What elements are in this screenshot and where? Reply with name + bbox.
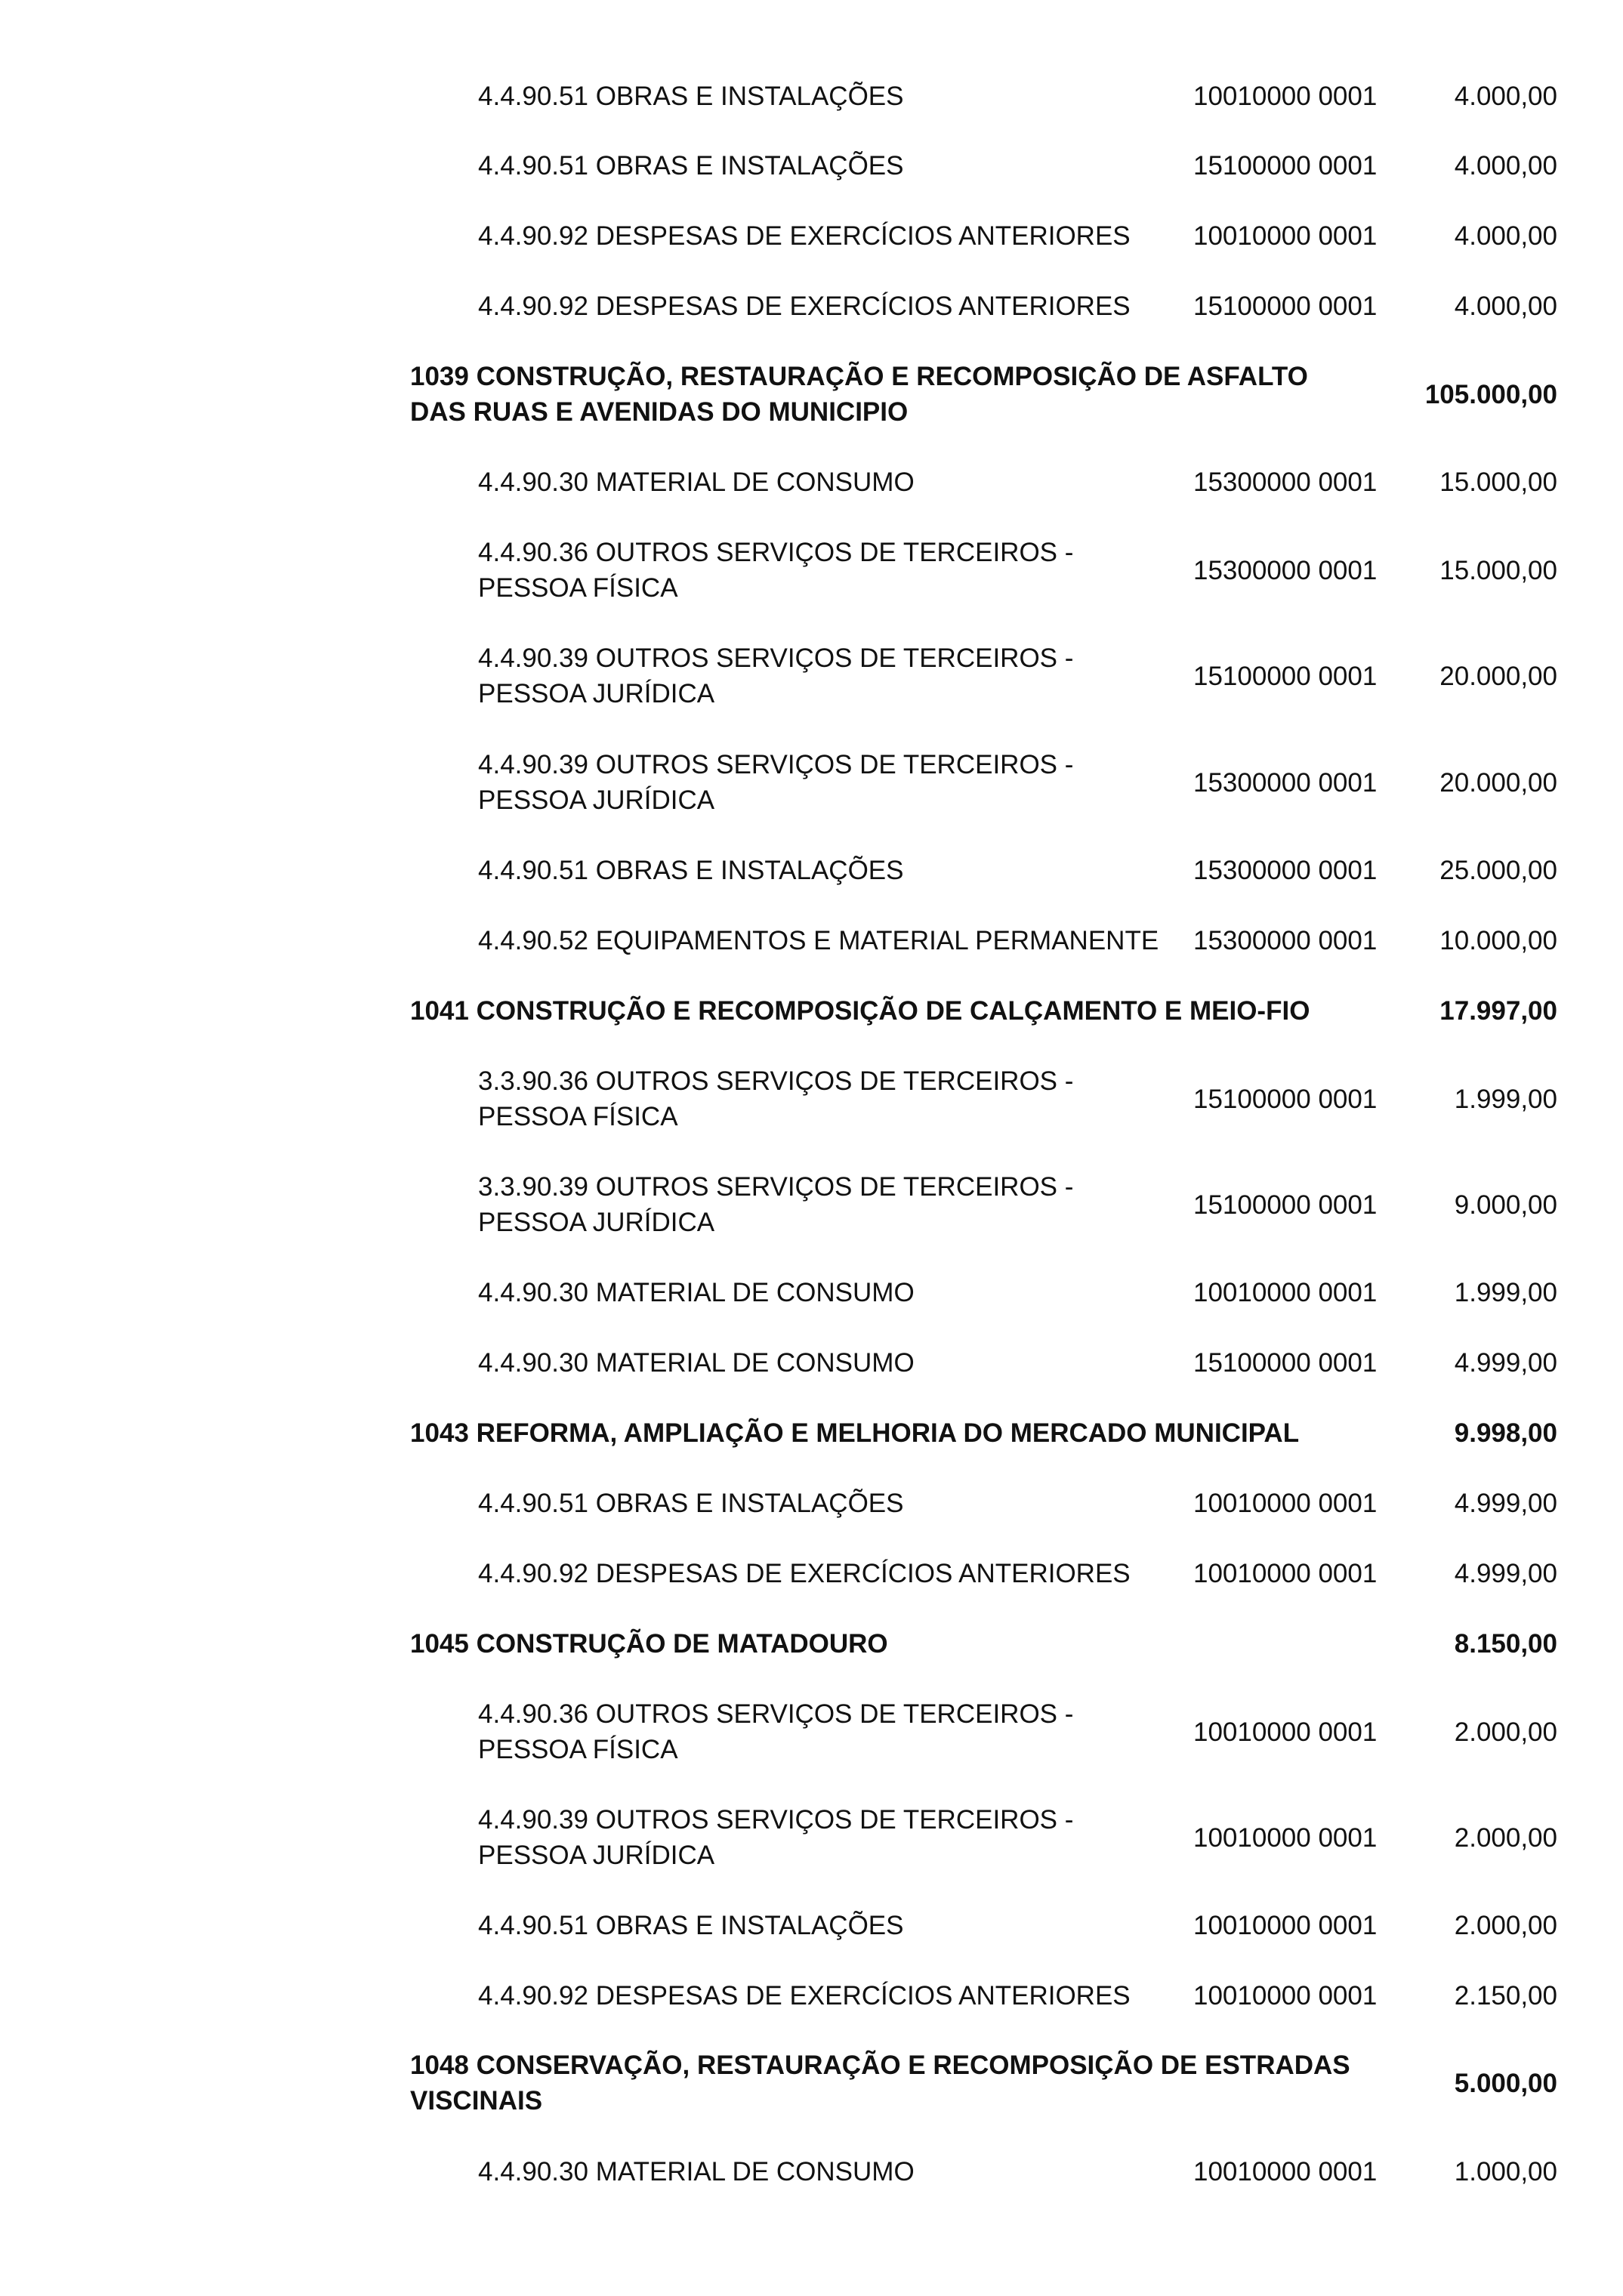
item-description: 4.4.90.51 OBRAS E INSTALAÇÕES [478,1911,904,1940]
action-title: 1039 CONSTRUÇÃO, RESTAURAÇÃO E RECOMPOSIÇÃO DE ASFALTO DAS RUAS E AVENIDAS DO MUNICIPIO [410,362,1308,427]
item-source-code: 10010000 0001 [1193,1278,1378,1307]
item-amount: 25.000,00 [1439,856,1557,885]
item-description: 4.4.90.30 MATERIAL DE CONSUMO [478,468,915,497]
item-source-code: 10010000 0001 [1193,82,1378,111]
item-source-code: 10010000 0001 [1193,221,1378,251]
item-amount: 1.999,00 [1454,1278,1557,1307]
item-description: 4.4.90.30 MATERIAL DE CONSUMO [478,1278,915,1307]
item-description: 4.4.90.51 OBRAS E INSTALAÇÕES [478,1489,904,1518]
item-amount: 4.000,00 [1454,151,1557,181]
action-title: 1041 CONSTRUÇÃO E RECOMPOSIÇÃO DE CALÇAMENTO E MEIO-FIO [410,996,1310,1026]
item-source-code: 10010000 0001 [1193,2157,1378,2186]
item-description: 4.4.90.36 OUTROS SERVIÇOS DE TERCEIROS - PESSOA FÍSICA [478,538,1074,603]
action-total: 9.998,00 [1454,1418,1557,1448]
item-description: 3.3.90.39 OUTROS SERVIÇOS DE TERCEIROS - PESSOA JURÍDICA [478,1172,1074,1237]
item-amount: 2.000,00 [1454,1823,1557,1853]
item-description: 4.4.90.92 DESPESAS DE EXERCÍCIOS ANTERIORES [478,292,1131,321]
item-description: 4.4.90.92 DESPESAS DE EXERCÍCIOS ANTERIORES [478,1559,1131,1588]
item-amount: 4.999,00 [1454,1559,1557,1588]
item-description: 4.4.90.30 MATERIAL DE CONSUMO [478,2157,915,2186]
action-title: 1045 CONSTRUÇÃO DE MATADOURO [410,1629,888,1659]
item-source-code: 15300000 0001 [1193,856,1378,885]
action-total: 17.997,00 [1439,996,1557,1026]
item-description: 4.4.90.51 OBRAS E INSTALAÇÕES [478,151,904,181]
item-amount: 2.000,00 [1454,1911,1557,1940]
item-source-code: 15100000 0001 [1193,292,1378,321]
item-description: 4.4.90.92 DESPESAS DE EXERCÍCIOS ANTERIORES [478,221,1131,251]
item-source-code: 15100000 0001 [1193,1085,1378,1114]
item-source-code: 15100000 0001 [1193,1190,1378,1220]
item-amount: 4.999,00 [1454,1348,1557,1378]
item-source-code: 10010000 0001 [1193,1559,1378,1588]
item-source-code: 10010000 0001 [1193,1717,1378,1747]
item-source-code: 15100000 0001 [1193,662,1378,691]
item-amount: 10.000,00 [1439,926,1557,955]
item-amount: 20.000,00 [1439,768,1557,798]
item-description: 4.4.90.51 OBRAS E INSTALAÇÕES [478,856,904,885]
item-description: 4.4.90.39 OUTROS SERVIÇOS DE TERCEIROS - PESSOA JURÍDICA [478,1805,1074,1870]
item-amount: 1.999,00 [1454,1085,1557,1114]
item-amount: 4.000,00 [1454,221,1557,251]
item-amount: 2.150,00 [1454,1981,1557,2011]
item-source-code: 15300000 0001 [1193,926,1378,955]
item-source-code: 15100000 0001 [1193,151,1378,181]
item-source-code: 10010000 0001 [1193,1911,1378,1940]
item-description: 3.3.90.36 OUTROS SERVIÇOS DE TERCEIROS - PESSOA FÍSICA [478,1066,1074,1131]
item-amount: 1.000,00 [1454,2157,1557,2186]
item-source-code: 15300000 0001 [1193,468,1378,497]
item-amount: 4.999,00 [1454,1489,1557,1518]
action-title: 1043 REFORMA, AMPLIAÇÃO E MELHORIA DO MERCADO MUNICIPAL [410,1418,1300,1448]
item-description: 4.4.90.51 OBRAS E INSTALAÇÕES [478,82,904,111]
item-amount: 15.000,00 [1439,468,1557,497]
item-source-code: 15300000 0001 [1193,556,1378,585]
item-source-code: 10010000 0001 [1193,1823,1378,1853]
item-description: 4.4.90.39 OUTROS SERVIÇOS DE TERCEIROS - PESSOA JURÍDICA [478,750,1074,815]
item-source-code: 15100000 0001 [1193,1348,1378,1378]
item-amount: 4.000,00 [1454,292,1557,321]
item-source-code: 10010000 0001 [1193,1981,1378,2011]
item-description: 4.4.90.30 MATERIAL DE CONSUMO [478,1348,915,1378]
action-total: 105.000,00 [1424,380,1557,409]
action-title: 1048 CONSERVAÇÃO, RESTAURAÇÃO E RECOMPOSIÇÃO DE ESTRADAS VISCINAIS [410,2051,1350,2115]
item-description: 4.4.90.92 DESPESAS DE EXERCÍCIOS ANTERIORES [478,1981,1131,2011]
item-amount: 2.000,00 [1454,1717,1557,1747]
item-amount: 9.000,00 [1454,1190,1557,1220]
item-amount: 15.000,00 [1439,556,1557,585]
item-description: 4.4.90.36 OUTROS SERVIÇOS DE TERCEIROS - PESSOA FÍSICA [478,1699,1074,1764]
item-amount: 4.000,00 [1454,82,1557,111]
item-source-code: 10010000 0001 [1193,1489,1378,1518]
item-amount: 20.000,00 [1439,662,1557,691]
item-description: 4.4.90.52 EQUIPAMENTOS E MATERIAL PERMANENTE [478,926,1159,955]
action-total: 8.150,00 [1454,1629,1557,1659]
item-source-code: 15300000 0001 [1193,768,1378,798]
action-total: 5.000,00 [1454,2069,1557,2098]
item-description: 4.4.90.39 OUTROS SERVIÇOS DE TERCEIROS - PESSOA JURÍDICA [478,643,1074,708]
